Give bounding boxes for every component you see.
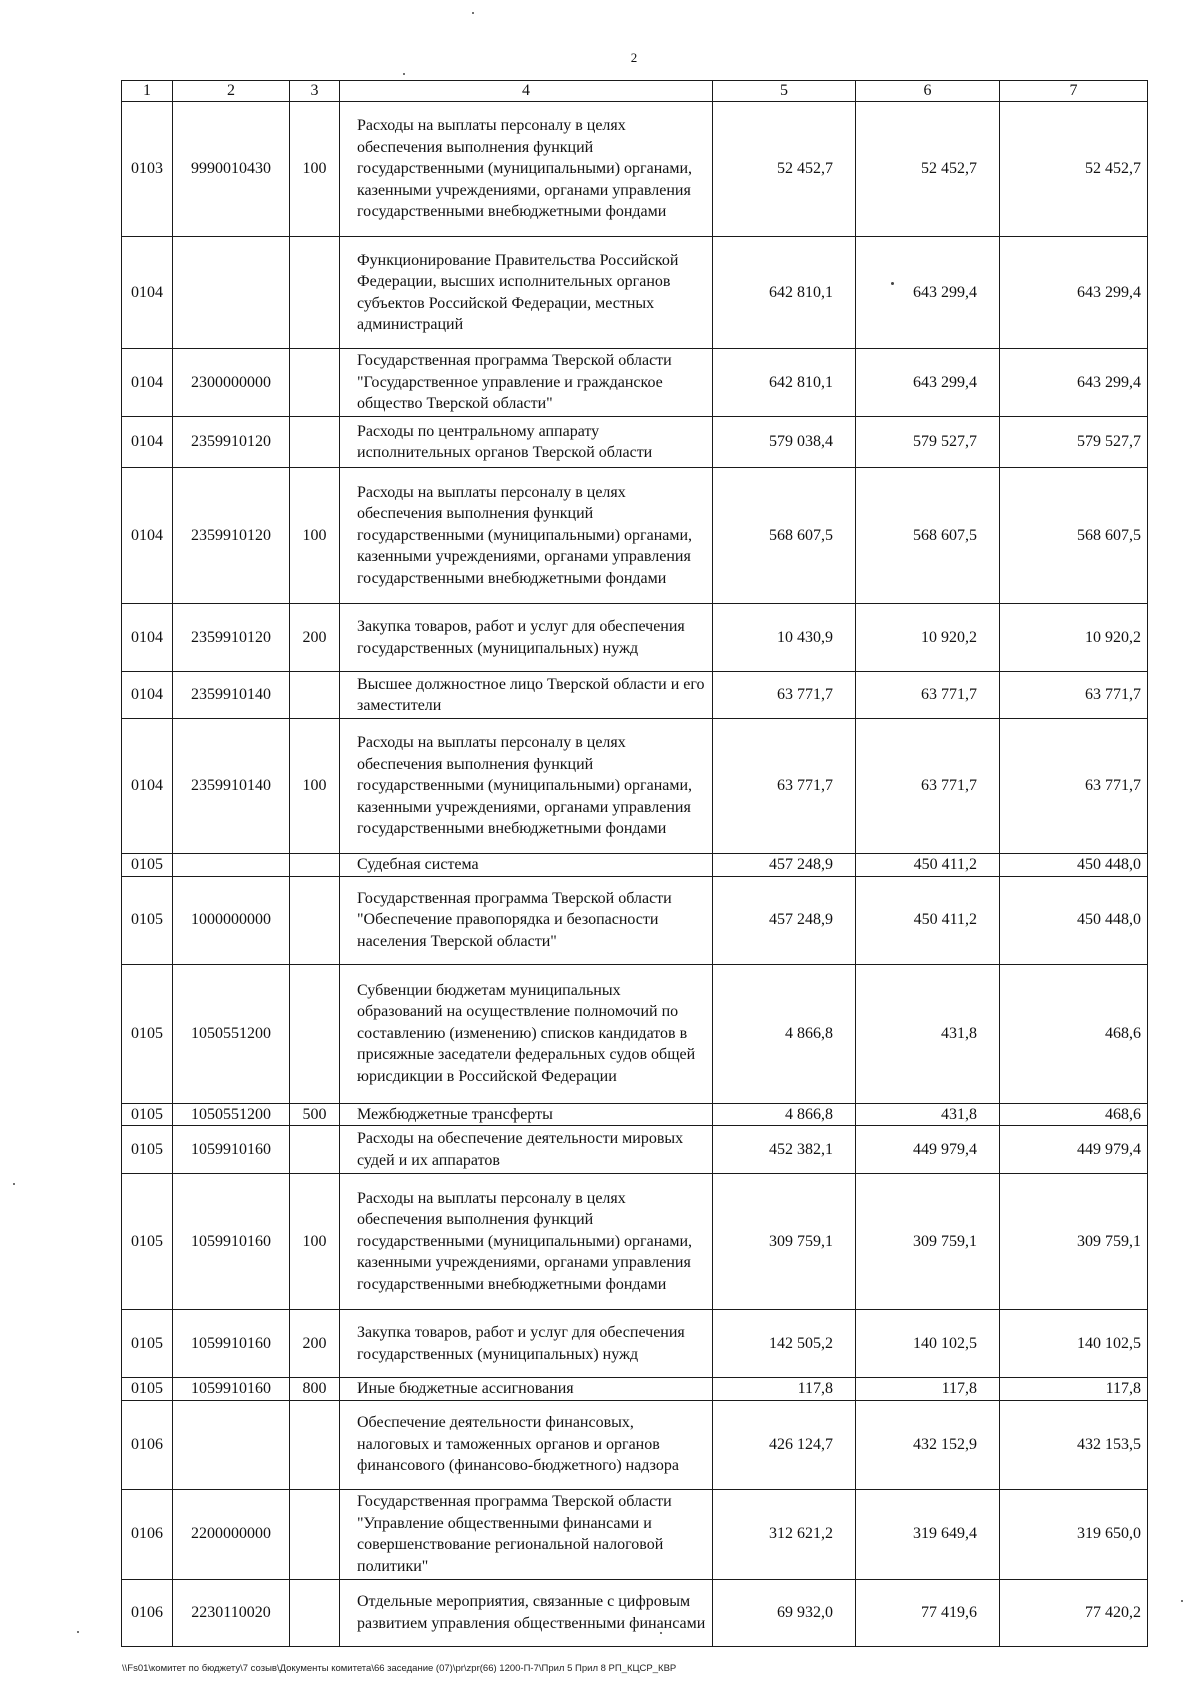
amount-col7-cell: 643 299,4 [1000, 237, 1148, 349]
amount-col7-cell: 52 452,7 [1000, 102, 1148, 237]
scan-speck [77, 1631, 79, 1633]
section-code-cell: 0104 [122, 417, 173, 468]
scan-speck [1181, 1600, 1183, 1602]
table-row [122, 1378, 1148, 1401]
section-code-cell: 0104 [122, 719, 173, 854]
expense-kind-cell: 200 [290, 1310, 340, 1378]
expense-kind-cell [290, 1400, 340, 1489]
amount-col6-cell: 63 771,7 [856, 719, 1000, 854]
column-header: 4 [340, 81, 713, 102]
target-code-cell: 2359910140 [173, 719, 290, 854]
expense-kind-cell [290, 876, 340, 964]
expense-kind-cell: 100 [290, 468, 340, 604]
page-number: 2 [630, 50, 638, 65]
table-row [122, 1103, 1148, 1126]
section-code-cell: 0105 [122, 1174, 173, 1310]
section-code-cell: 0105 [122, 854, 173, 877]
column-header: 5 [713, 81, 856, 102]
target-code-cell: 2200000000 [173, 1489, 290, 1579]
table-row [122, 1400, 1148, 1489]
amount-col5-cell: 52 452,7 [713, 102, 856, 237]
description-cell: Иные бюджетные ассигнования [340, 1378, 713, 1401]
amount-col5-cell: 63 771,7 [713, 719, 856, 854]
description-cell: Функционирование Правительства Российской Федерации, высших исполнительных органов субъектов Российской Федерации, местных администраций [340, 237, 713, 349]
expense-kind-cell [290, 237, 340, 349]
amount-col7-cell: 450 448,0 [1000, 876, 1148, 964]
amount-col5-cell: 63 771,7 [713, 672, 856, 719]
amount-col6-cell: 10 920,2 [856, 604, 1000, 672]
amount-col6-cell: 431,8 [856, 1103, 1000, 1126]
expense-kind-cell [290, 854, 340, 877]
amount-col6-cell: 319 649,4 [856, 1489, 1000, 1579]
table-row [122, 1310, 1148, 1378]
amount-col5-cell: 642 810,1 [713, 237, 856, 349]
amount-col7-cell: 579 527,7 [1000, 417, 1148, 468]
description-cell: Закупка товаров, работ и услуг для обеспечения государственных (муниципальных) нужд [340, 1310, 713, 1378]
amount-col5-cell: 426 124,7 [713, 1400, 856, 1489]
target-code-cell: 2359910120 [173, 604, 290, 672]
amount-col5-cell: 117,8 [713, 1378, 856, 1401]
section-code-cell: 0104 [122, 237, 173, 349]
target-code-cell: 1000000000 [173, 876, 290, 964]
column-header: 1 [122, 81, 173, 102]
amount-col7-cell: 63 771,7 [1000, 672, 1148, 719]
amount-col5-cell: 312 621,2 [713, 1489, 856, 1579]
expense-kind-cell: 800 [290, 1378, 340, 1401]
amount-col6-cell: 643 299,4 [856, 237, 1000, 349]
amount-col7-cell: 450 448,0 [1000, 854, 1148, 877]
expense-kind-cell [290, 672, 340, 719]
expense-kind-cell [290, 417, 340, 468]
table-row [122, 719, 1148, 854]
column-header: 3 [290, 81, 340, 102]
table-row [122, 604, 1148, 672]
amount-col5-cell: 309 759,1 [713, 1174, 856, 1310]
table-header-row [122, 81, 1148, 102]
description-cell: Государственная программа Тверской области "Государственное управление и гражданское общество Тверской области" [340, 349, 713, 417]
target-code-cell: 2300000000 [173, 349, 290, 417]
description-cell: Закупка товаров, работ и услуг для обеспечения государственных (муниципальных) нужд [340, 604, 713, 672]
target-code-cell: 1050551200 [173, 1103, 290, 1126]
amount-col7-cell: 309 759,1 [1000, 1174, 1148, 1310]
amount-col5-cell: 452 382,1 [713, 1126, 856, 1174]
amount-col6-cell: 643 299,4 [856, 349, 1000, 417]
section-code-cell: 0104 [122, 672, 173, 719]
target-code-cell: 2359910120 [173, 417, 290, 468]
description-cell: Расходы на выплаты персоналу в целях обеспечения выполнения функций государственными (муниципальными) органами, казенными учреждениями, органами управления государственными внебюджетными фондами [340, 1174, 713, 1310]
budget-table [121, 80, 1148, 1647]
section-code-cell: 0105 [122, 1378, 173, 1401]
target-code-cell: 1059910160 [173, 1126, 290, 1174]
section-code-cell: 0104 [122, 604, 173, 672]
amount-col7-cell: 319 650,0 [1000, 1489, 1148, 1579]
expense-kind-cell [290, 1579, 340, 1646]
table-row [122, 102, 1148, 237]
target-code-cell: 2359910140 [173, 672, 290, 719]
target-code-cell: 9990010430 [173, 102, 290, 237]
amount-col6-cell: 579 527,7 [856, 417, 1000, 468]
amount-col7-cell: 432 153,5 [1000, 1400, 1148, 1489]
amount-col7-cell: 140 102,5 [1000, 1310, 1148, 1378]
section-code-cell: 0104 [122, 349, 173, 417]
expense-kind-cell: 100 [290, 102, 340, 237]
section-code-cell: 0104 [122, 468, 173, 604]
scan-speck [403, 73, 405, 75]
target-code-cell [173, 1400, 290, 1489]
amount-col7-cell: 449 979,4 [1000, 1126, 1148, 1174]
description-cell: Государственная программа Тверской области "Управление общественными финансами и совершенствование региональной налоговой политики" [340, 1489, 713, 1579]
table-row [122, 349, 1148, 417]
table-row [122, 854, 1148, 877]
table-row [122, 468, 1148, 604]
amount-col5-cell: 4 866,8 [713, 964, 856, 1103]
file-path-footer: \\Fs01\комитет по бюджету\7 созыв\Документы комитета\66 заседание (07)\pr\zpr(66) 1200-П-7\Прил 5 Прил 8 РП_КЦСР_КВР [122, 1663, 677, 1674]
description-cell: Судебная система [340, 854, 713, 877]
amount-col7-cell: 643 299,4 [1000, 349, 1148, 417]
expense-kind-cell [290, 1126, 340, 1174]
amount-col5-cell: 4 866,8 [713, 1103, 856, 1126]
expense-kind-cell [290, 349, 340, 417]
amount-col6-cell: 449 979,4 [856, 1126, 1000, 1174]
description-cell: Расходы на обеспечение деятельности мировых судей и их аппаратов [340, 1126, 713, 1174]
section-code-cell: 0106 [122, 1579, 173, 1646]
amount-col7-cell: 568 607,5 [1000, 468, 1148, 604]
amount-col7-cell: 77 420,2 [1000, 1579, 1148, 1646]
amount-col5-cell: 568 607,5 [713, 468, 856, 604]
amount-col6-cell: 432 152,9 [856, 1400, 1000, 1489]
amount-col6-cell: 450 411,2 [856, 876, 1000, 964]
expense-kind-cell: 100 [290, 1174, 340, 1310]
amount-col5-cell: 579 038,4 [713, 417, 856, 468]
section-code-cell: 0105 [122, 1103, 173, 1126]
amount-col5-cell: 69 932,0 [713, 1579, 856, 1646]
scan-speck [660, 1632, 662, 1634]
amount-col6-cell: 117,8 [856, 1378, 1000, 1401]
table-row [122, 1579, 1148, 1646]
expense-kind-cell: 500 [290, 1103, 340, 1126]
target-code-cell: 2230110020 [173, 1579, 290, 1646]
target-code-cell [173, 237, 290, 349]
target-code-cell: 1059910160 [173, 1174, 290, 1310]
description-cell: Расходы по центральному аппарату исполнительных органов Тверской области [340, 417, 713, 468]
section-code-cell: 0105 [122, 964, 173, 1103]
target-code-cell [173, 854, 290, 877]
amount-col7-cell: 468,6 [1000, 1103, 1148, 1126]
description-cell: Обеспечение деятельности финансовых, налоговых и таможенных органов и органов финансового (финансово-бюджетного) надзора [340, 1400, 713, 1489]
amount-col6-cell: 309 759,1 [856, 1174, 1000, 1310]
section-code-cell: 0103 [122, 102, 173, 237]
description-cell: Отдельные мероприятия, связанные с цифровым развитием управления общественными финансами [340, 1579, 713, 1646]
amount-col6-cell: 52 452,7 [856, 102, 1000, 237]
description-cell: Субвенции бюджетам муниципальных образований на осуществление полномочий по составлению (изменению) списков кандидатов в присяжные заседатели федеральных судов общей юрисдикции в Российской Федерации [340, 964, 713, 1103]
amount-col7-cell: 468,6 [1000, 964, 1148, 1103]
amount-col7-cell: 10 920,2 [1000, 604, 1148, 672]
description-cell: Государственная программа Тверской области "Обеспечение правопорядка и безопасности населения Тверской области" [340, 876, 713, 964]
table-row [122, 237, 1148, 349]
table-row [122, 417, 1148, 468]
section-code-cell: 0106 [122, 1400, 173, 1489]
target-code-cell: 1059910160 [173, 1378, 290, 1401]
column-header: 6 [856, 81, 1000, 102]
amount-col5-cell: 457 248,9 [713, 876, 856, 964]
target-code-cell: 1059910160 [173, 1310, 290, 1378]
expense-kind-cell: 100 [290, 719, 340, 854]
target-code-cell: 1050551200 [173, 964, 290, 1103]
expense-kind-cell: 200 [290, 604, 340, 672]
table-row [122, 1174, 1148, 1310]
section-code-cell: 0105 [122, 1310, 173, 1378]
description-cell: Межбюджетные трансферты [340, 1103, 713, 1126]
table-row [122, 1489, 1148, 1579]
expense-kind-cell [290, 1489, 340, 1579]
description-cell: Расходы на выплаты персоналу в целях обеспечения выполнения функций государственными (муниципальными) органами, казенными учреждениями, органами управления государственными внебюджетными фондами [340, 102, 713, 237]
target-code-cell: 2359910120 [173, 468, 290, 604]
amount-col6-cell: 63 771,7 [856, 672, 1000, 719]
amount-col7-cell: 63 771,7 [1000, 719, 1148, 854]
amount-col6-cell: 568 607,5 [856, 468, 1000, 604]
description-cell: Расходы на выплаты персоналу в целях обеспечения выполнения функций государственными (муниципальными) органами, казенными учреждениями, органами управления государственными внебюджетными фондами [340, 719, 713, 854]
table-row [122, 876, 1148, 964]
amount-col6-cell: 140 102,5 [856, 1310, 1000, 1378]
table-row [122, 672, 1148, 719]
scan-speck [472, 12, 474, 14]
description-cell: Расходы на выплаты персоналу в целях обеспечения выполнения функций государственными (муниципальными) органами, казенными учреждениями, органами управления государственными внебюджетными фондами [340, 468, 713, 604]
amount-col7-cell: 117,8 [1000, 1378, 1148, 1401]
amount-col6-cell: 77 419,6 [856, 1579, 1000, 1646]
amount-col5-cell: 457 248,9 [713, 854, 856, 877]
description-cell: Высшее должностное лицо Тверской области и его заместители [340, 672, 713, 719]
amount-col5-cell: 142 505,2 [713, 1310, 856, 1378]
section-code-cell: 0106 [122, 1489, 173, 1579]
amount-col6-cell: 450 411,2 [856, 854, 1000, 877]
table-row [122, 1126, 1148, 1174]
amount-col5-cell: 10 430,9 [713, 604, 856, 672]
expense-kind-cell [290, 964, 340, 1103]
scan-speck [13, 1183, 15, 1185]
column-header: 2 [173, 81, 290, 102]
section-code-cell: 0105 [122, 876, 173, 964]
amount-col5-cell: 642 810,1 [713, 349, 856, 417]
column-header: 7 [1000, 81, 1148, 102]
amount-col6-cell: 431,8 [856, 964, 1000, 1103]
table-row [122, 964, 1148, 1103]
scan-speck [891, 282, 894, 285]
section-code-cell: 0105 [122, 1126, 173, 1174]
